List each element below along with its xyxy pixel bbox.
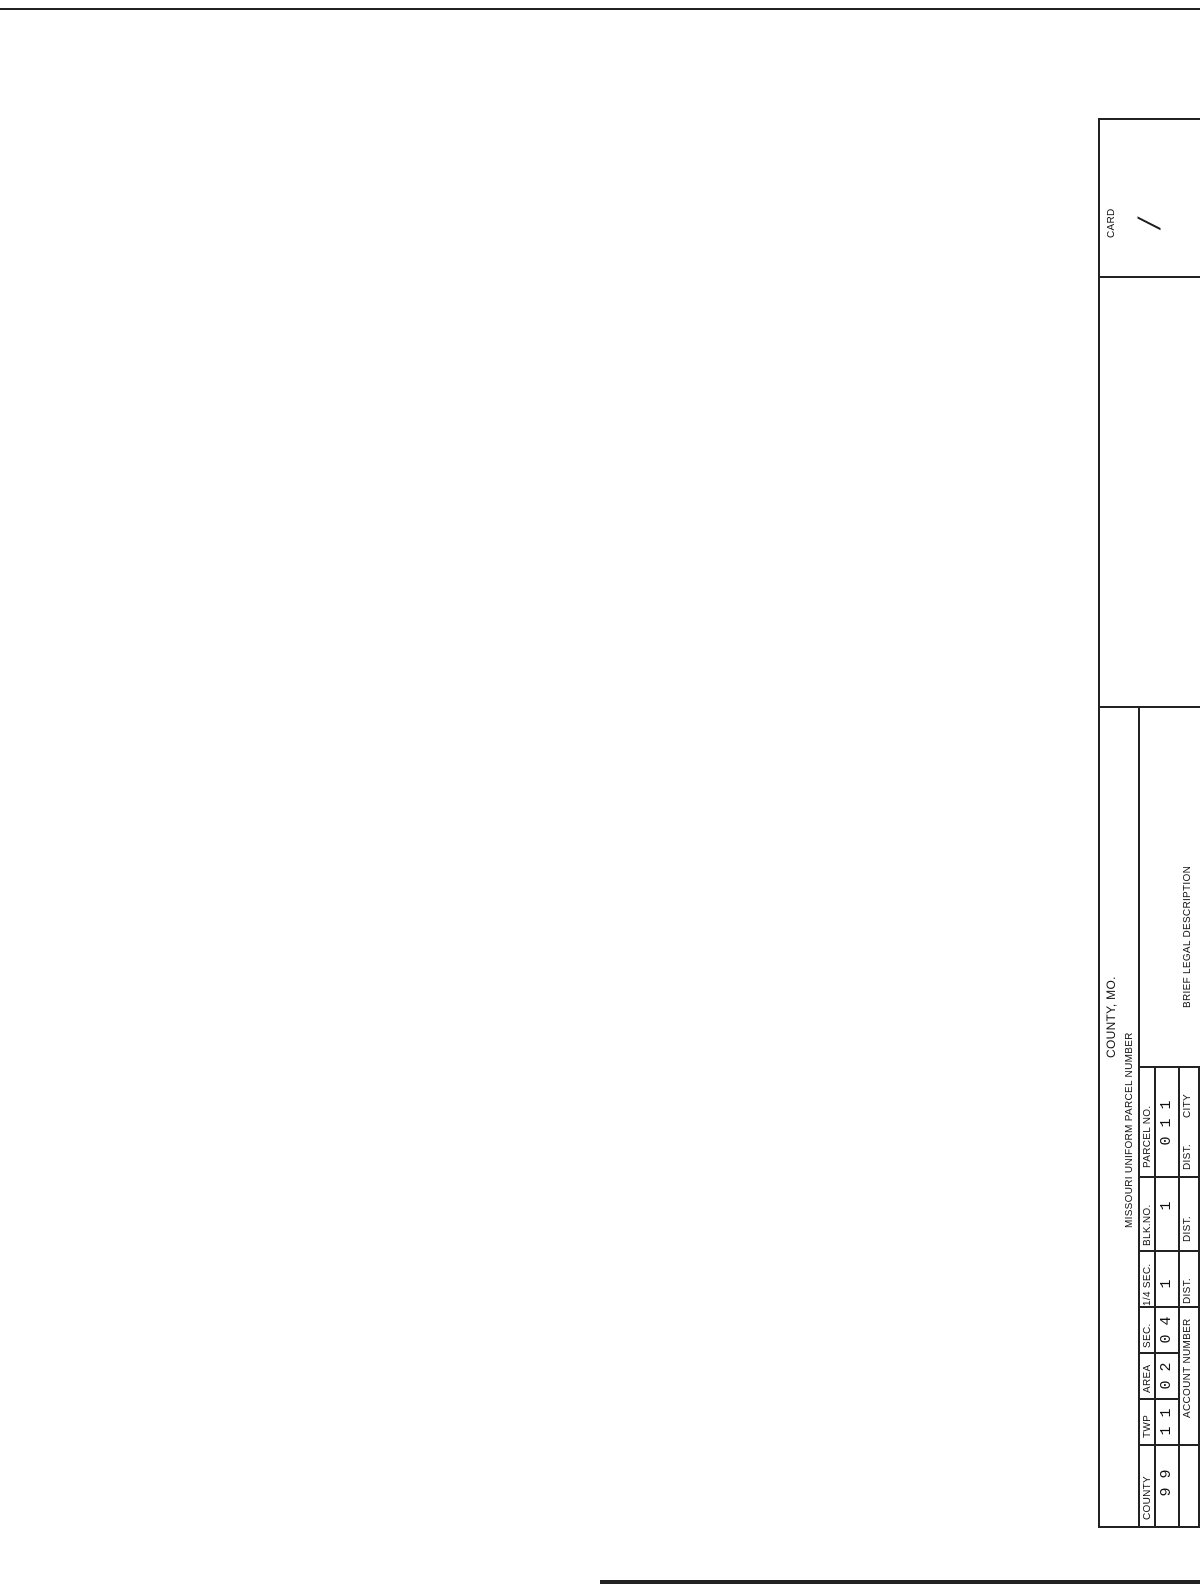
- assessment-card: [1098, 118, 1200, 1528]
- col-county-number: COUNTY: [1142, 1475, 1153, 1520]
- col-twp: TWP: [1142, 1414, 1153, 1438]
- col-sec: SEC.: [1142, 1323, 1153, 1348]
- header-vrule-7: [1138, 1067, 1200, 1069]
- header-rule: [1138, 708, 1140, 1528]
- col-quarter-sec: 1/4 SEC.: [1142, 1263, 1153, 1306]
- header-vrule-1: [1138, 1445, 1198, 1447]
- quarter-sec-value: 1: [1158, 1279, 1175, 1289]
- parcel-no-value: 0 1 1: [1158, 1100, 1175, 1146]
- legal-vrule: [1098, 707, 1200, 709]
- header-vrule-2: [1138, 1399, 1178, 1401]
- card-vrule: [1098, 277, 1200, 279]
- scan-top-border: [0, 0, 1200, 10]
- county-number-value: 9 9: [1158, 1469, 1175, 1497]
- header-rule-4: [1198, 1068, 1200, 1528]
- account-number-label: ACCOUNT NUMBER: [1182, 1318, 1193, 1418]
- dist-label-1: DIST.: [1182, 1278, 1193, 1304]
- col-blk: BLK.NO.: [1142, 1204, 1153, 1246]
- scan-bottom-border: [600, 1580, 1200, 1584]
- header-rule-3: [1178, 1068, 1180, 1528]
- header-vrule-3: [1138, 1353, 1178, 1355]
- header-vrule-6: [1138, 1177, 1198, 1179]
- twp-value: 1 1: [1158, 1408, 1175, 1436]
- dist-label-2: DIST.: [1182, 1216, 1193, 1242]
- sec-value: 0 4: [1158, 1316, 1175, 1344]
- col-parcel-no: PARCEL NO.: [1142, 1105, 1153, 1168]
- uniform-parcel-title: MISSOURI UNIFORM PARCEL NUMBER: [1124, 1032, 1135, 1228]
- dist-label-3: DIST.: [1182, 1144, 1193, 1170]
- col-area: AREA: [1142, 1364, 1153, 1393]
- card-label: CARD: [1106, 208, 1117, 238]
- county-mo-label: COUNTY, MO.: [1104, 976, 1118, 1058]
- area-value: 0 2: [1158, 1362, 1175, 1390]
- header-rule-2: [1154, 1068, 1156, 1528]
- header-vrule-4: [1138, 1307, 1198, 1309]
- blk-value: 1: [1158, 1201, 1175, 1211]
- card-frame: [1098, 118, 1200, 1528]
- card-value: /: [1132, 218, 1165, 228]
- city-label: CITY: [1182, 1094, 1193, 1118]
- brief-legal-label: BRIEF LEGAL DESCRIPTION: [1182, 865, 1193, 1008]
- header-vrule-5: [1138, 1251, 1198, 1253]
